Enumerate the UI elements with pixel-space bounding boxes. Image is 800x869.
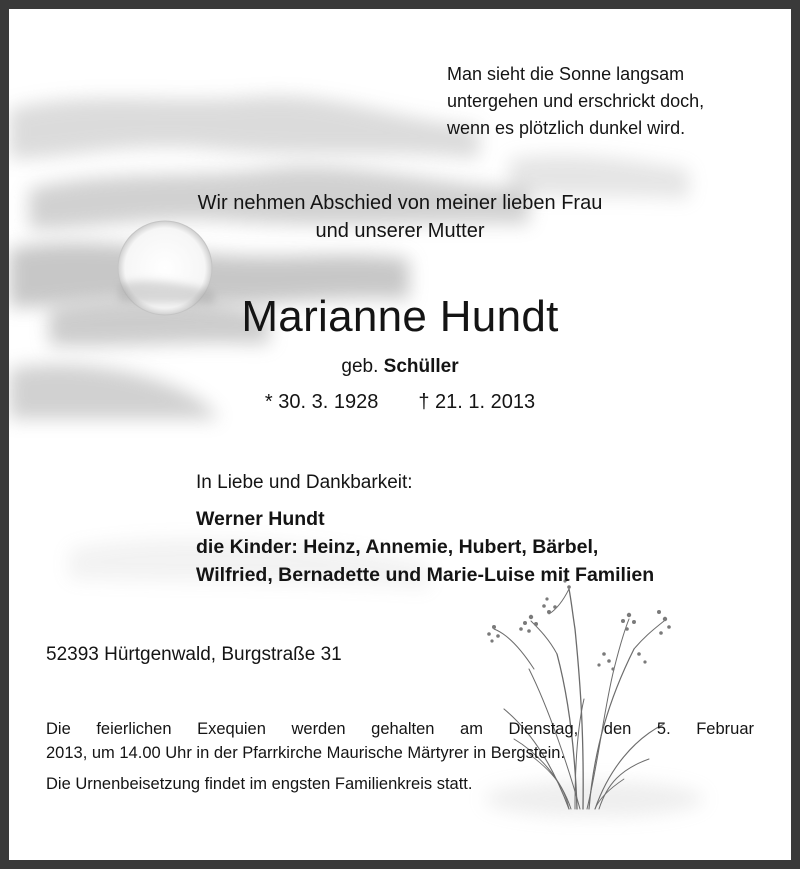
mourners-list [196, 505, 786, 589]
death-date: † 21. 1. 2013 [418, 391, 536, 413]
epigraph-quote [447, 61, 767, 142]
birth-date: * 30. 3. 1928 [264, 391, 379, 413]
quote-line: wenn es plötzlich dunkel wird. [447, 118, 686, 138]
mourner-line: Wilfried, Bernadette und Marie-Luise mit Familien [196, 564, 655, 586]
obituary-card [9, 9, 791, 860]
mourners-label: In Liebe und Dankbarkeit: [196, 472, 413, 493]
service-details [46, 717, 754, 796]
life-dates [109, 388, 691, 416]
quote-line: untergehen und erschrickt doch, [447, 91, 705, 111]
intro-line: und unserer Mutter [315, 220, 485, 242]
quote-line: Man sieht die Sonne langsam [447, 64, 685, 84]
seed-heads [487, 579, 671, 670]
maiden-name [109, 354, 691, 380]
maiden-prefix: geb. [341, 356, 379, 377]
service-line: Die feierlichen Exequien werden gehalten am Dienstag, den 5. Februar [46, 720, 754, 738]
intro-line: Wir nehmen Abschied von meiner lieben Frau [197, 192, 603, 214]
burial-note: Die Urnenbeisetzung findet im engsten Familienkreis statt. [46, 775, 473, 793]
family-address: 52393 Hürtgenwald, Burgstraße 31 [46, 644, 342, 665]
mourner-line: die Kinder: Heinz, Annemie, Hubert, Bärbel, [196, 536, 599, 558]
deceased-name: Marianne Hundt [241, 292, 559, 341]
maiden-surname: Schüller [383, 356, 459, 377]
farewell-intro [109, 189, 691, 245]
service-line: 2013, um 14.00 Uhr in der Pfarrkirche Maurische Märtyrer in Bergstein. [46, 744, 566, 762]
mourner-line: Werner Hundt [196, 508, 325, 530]
